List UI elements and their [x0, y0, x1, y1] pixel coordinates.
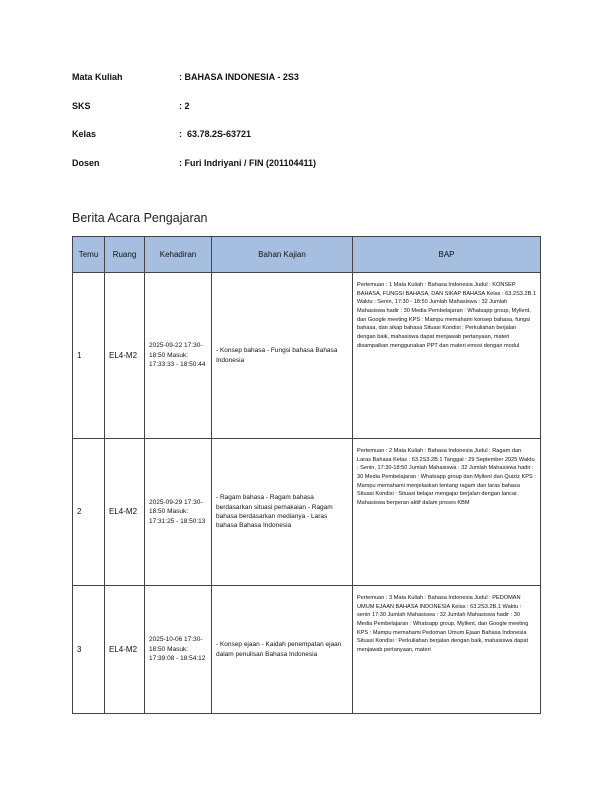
- kelas-row: [72, 129, 542, 158]
- sks-row: [72, 101, 542, 130]
- table-row: [73, 273, 541, 439]
- cell-bap: Pertemuan : 1 Mata Kuliah : Bahasa Indonesia Judul : KONSEP BAHASA, FUNGSI BAHASA, DAN SIKAP BAHASA Kelas : 63.2S3.2B.1 Waktu : Senin, 17:30 - 18:50 Jumlah Mahasiswa : 32 Jumlah Mahasiswa hadir : 30 Media Pembelajaran : Whatsapp group, Myllent, dan Google meeting KPS : Mampu memahami konsep bahasa, fungsi bahasa, dan sikap bahasa Situasi Kondisi : Perkuliahan berjalan dengan baik, mahasiswa dapat menjawab pertanyaan, materi disampaikan menggunakan PPT dan materi emosi dengan modul: [353, 273, 541, 439]
- cell-bap: Pertemuan : 3 Mata Kuliah : Bahasa Indonesia Judul : PEDOMAN UMUM EJAAN BAHASA INDONESIA Kelas : 63.2S3.2B.1 Waktu : senin 17:30 Jumlah Mahasiswa : 32 Jumlah Mahasiswa hadir : 30 Media Pembelajaran : Whatsapp group, Myllent, dan Google meeting KPS : Mampu memahami Pedoman Umum Ejaan Bahasa Indonesia Situasi Kondisi : Perkuliahan berjalan dengan baik, mahasiswa dapat menjawab pertanyaan, materi: [353, 586, 541, 714]
- header-kehadiran: Kehadiran: [145, 237, 212, 273]
- cell-kehadiran: 2025-09-29 17:30-18:50 Masuk: 17:31:25 - 18:50:13: [145, 439, 212, 586]
- kelas-value: : 63.78.2S-63721: [179, 129, 252, 139]
- header-bap: BAP: [353, 237, 541, 273]
- header-ruang: Ruang: [105, 237, 145, 273]
- sks-label: SKS: [72, 100, 91, 111]
- bap-table: [72, 236, 541, 714]
- cell-kehadiran: 2025-10-06 17:30-18:50 Masuk: 17:39:08 - 18:54:12: [145, 586, 212, 714]
- cell-bahan-kajian: - Konsep ejaan - Kaidah penempatan ejaan dalam penulisan Bahasa Indonesia: [212, 586, 353, 714]
- cell-temu: 2: [73, 439, 105, 586]
- cell-ruang: EL4-M2: [105, 439, 145, 586]
- cell-bahan-kajian: - Konsep bahasa - Fungsi bahasa Bahasa Indonesia: [212, 273, 353, 439]
- table-row: [73, 439, 541, 586]
- cell-ruang: EL4-M2: [105, 586, 145, 714]
- dosen-label: Dosen: [72, 157, 100, 168]
- mata-kuliah-row: [72, 72, 542, 101]
- mata-kuliah-label: Mata Kuliah: [72, 72, 123, 82]
- table-header-row: [73, 237, 541, 273]
- dosen-value: : Furi Indriyani / FIN (201104411): [179, 157, 317, 168]
- cell-temu: 1: [73, 273, 105, 439]
- header-bahan-kajian: Bahan Kajian: [212, 237, 353, 273]
- cell-bahan-kajian: - Ragam bahasa - Ragam bahasa berdasarkan situasi pemakaian - Ragam bahasa berdasarkan medianya - Laras bahasa Bahasa Indonesia: [212, 439, 353, 586]
- section-title: Berita Acara Pengajaran: [72, 211, 208, 225]
- cell-ruang: EL4-M2: [105, 273, 145, 439]
- header-temu: Temu: [73, 237, 105, 273]
- course-info: [72, 72, 542, 186]
- sks-value: : 2: [179, 100, 190, 111]
- dosen-row: [72, 158, 542, 187]
- cell-temu: 3: [73, 586, 105, 714]
- cell-kehadiran: 2025-09-22 17:30-18:50 Masuk: 17:33:33 - 18:50:44: [145, 273, 212, 439]
- cell-bap: Pertemuan : 2 Mata Kuliah : Bahasa Indonesia Judul : Ragam dan Laras Bahasa Kelas : 63.2S3.2B.1 Tanggal : 29 September 2025 Waktu : Senin, 17:30-18:50 Jumlah Mahasiswa : 32 Jumlah Mahasiswa hadir : 30 Media Pembelajaran : Whatsapp group dan Myllent dan Quiziz KPS : Mampu memahami menjelaskan tentang ragam dan laras bahasa Situasi Kondisi : Situasi belajar mengajar berjalan dengan lancar. Mahasiswa berperan aktif dalam proses KBM: [353, 439, 541, 586]
- kelas-label: Kelas: [72, 129, 97, 139]
- table-row: [73, 586, 541, 714]
- mata-kuliah-value: : BAHASA INDONESIA - 2S3: [179, 72, 299, 82]
